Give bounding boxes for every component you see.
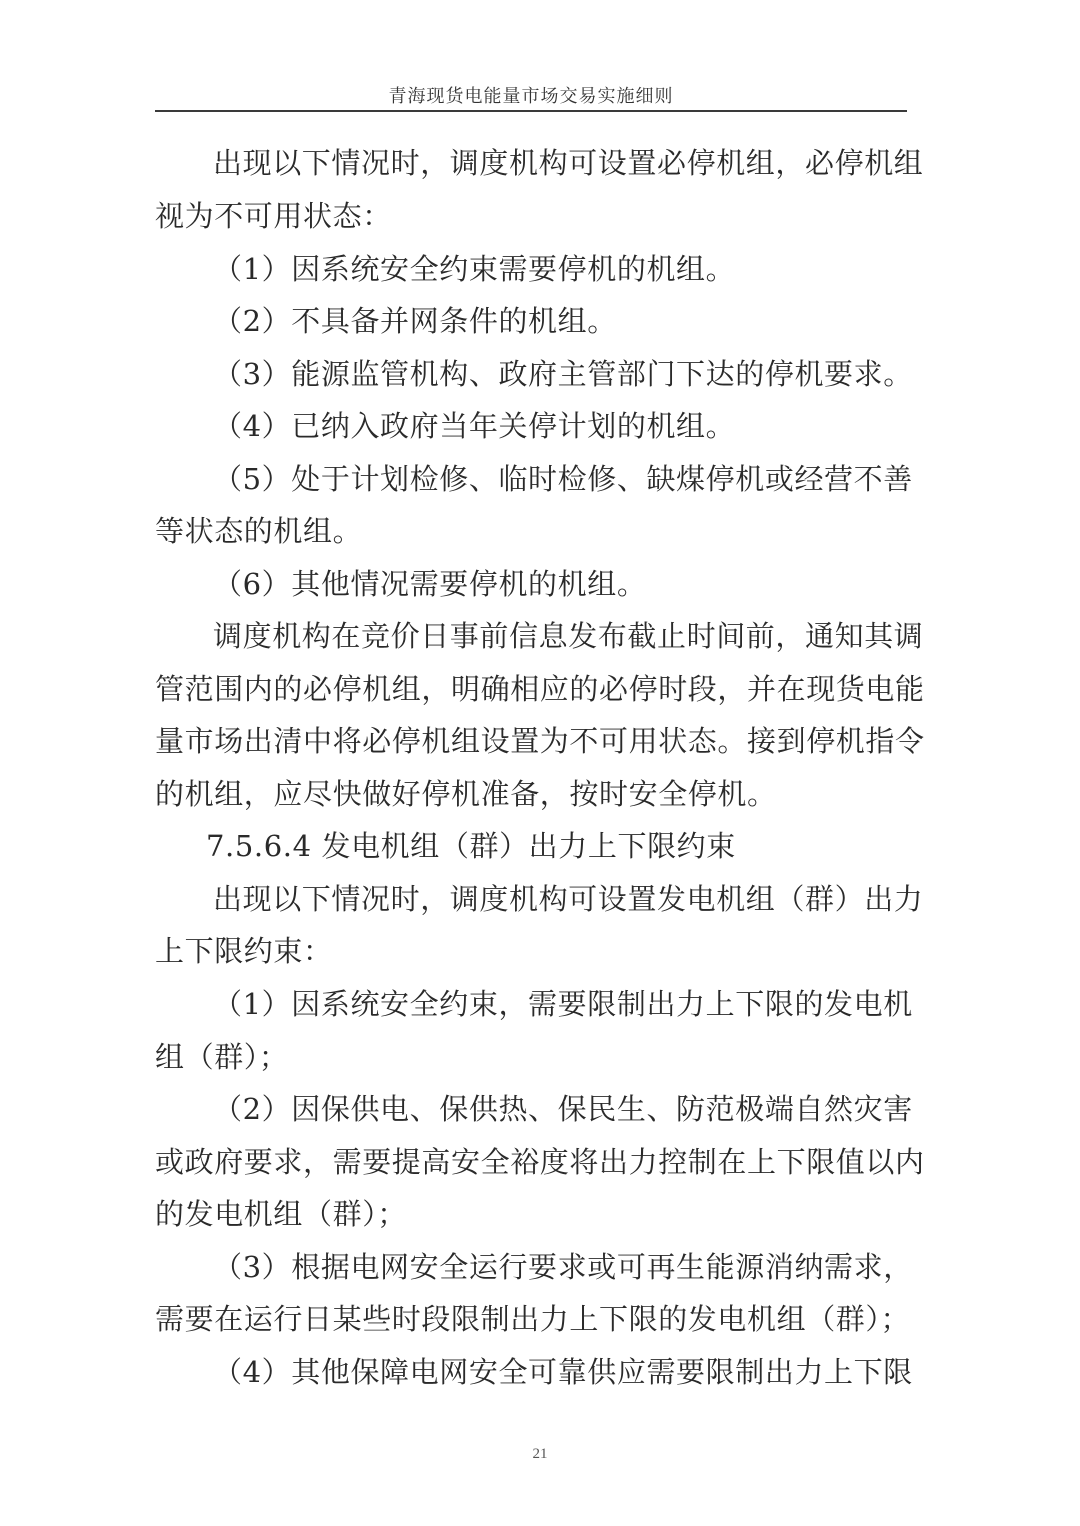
list-item-1-continued: 组（群）； [155, 1040, 289, 1074]
list-item-1: （1）因系统安全约束需要停机的机组。 [213, 252, 736, 286]
paragraph-line: 出现以下情况时，调度机构可设置发电机组（群）出力 [213, 882, 924, 916]
list-item-5-continued: 等状态的机组。 [155, 514, 363, 548]
list-item-5: （5）处于计划检修、临时检修、缺煤停机或经营不善 [213, 462, 913, 496]
list-item-3-continued: 需要在运行日某些时段限制出力上下限的发电机组（群）； [155, 1302, 911, 1336]
paragraph-line: 出现以下情况时，调度机构可设置必停机组，必停机组 [213, 146, 924, 180]
page-header [155, 74, 907, 112]
paragraph-line: 调度机构在竞价日事前信息发布截止时间前，通知其调 [213, 619, 924, 653]
list-item-3: （3）能源监管机构、政府主管部门下达的停机要求。 [213, 357, 913, 391]
paragraph-line: 量市场出清中将必停机组设置为不可用状态。接到停机指令 [155, 724, 925, 758]
paragraph-line: 管范围内的必停机组，明确相应的必停时段，并在现货电能 [155, 672, 925, 706]
list-item-2-continued: 的发电机组（群）； [155, 1197, 407, 1231]
list-item-3: （3）根据电网安全运行要求或可再生能源消纳需求， [213, 1250, 913, 1284]
paragraph-line: 上下限约束： [155, 934, 333, 968]
document-title: 青海现货电能量市场交易实施细则 [388, 86, 674, 107]
list-item-1: （1）因系统安全约束，需要限制出力上下限的发电机 [213, 987, 913, 1021]
section-heading: 7.5.6.4 发电机组（群）出力上下限约束 [206, 829, 736, 863]
list-item-2: （2）不具备并网条件的机组。 [213, 304, 617, 338]
page-number: 21 [532, 1446, 548, 1462]
list-item-2: （2）因保供电、保供热、保民生、防范极端自然灾害 [213, 1092, 913, 1126]
list-item-6: （6）其他情况需要停机的机组。 [213, 567, 647, 601]
list-item-2-continued: 或政府要求，需要提高安全裕度将出力控制在上下限值以内 [155, 1145, 925, 1179]
paragraph-line: 视为不可用状态： [155, 199, 392, 233]
list-item-4: （4）已纳入政府当年关停计划的机组。 [213, 409, 736, 443]
paragraph-line: 的机组，应尽快做好停机准备，按时安全停机。 [155, 777, 777, 811]
list-item-4: （4）其他保障电网安全可靠供应需要限制出力上下限 [213, 1355, 913, 1389]
